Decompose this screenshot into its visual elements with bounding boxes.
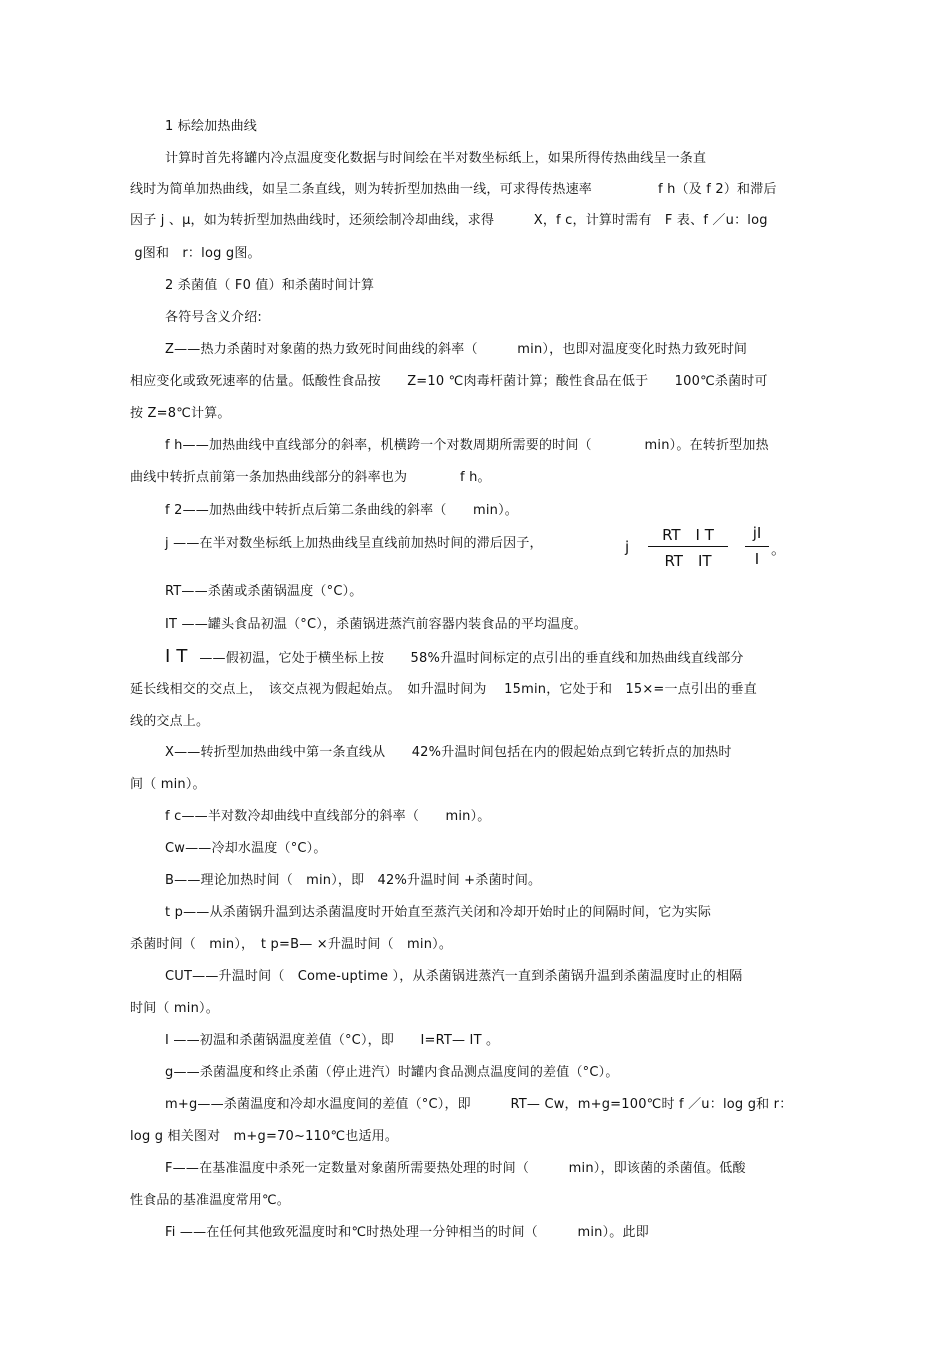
formula-denominator-1: RT IT: [664, 552, 712, 570]
text-line: f 2——加热曲线中转折点后第二条曲线的斜率（ min）。: [165, 503, 518, 518]
text-line: log g 相关图对 m+g=70~110℃也适用。: [130, 1129, 399, 1144]
text-line: 2 杀菌值（ F0 值）和杀菌时间计算: [165, 278, 375, 293]
text-line: 时间（ min）。: [130, 1001, 219, 1016]
fraction-bar-1: [648, 546, 728, 547]
text-line: t p——从杀菌锅升温到达杀菌温度时开始直至蒸汽关闭和冷却开始时止的间隔时间，它为实际: [165, 905, 712, 920]
text-line: 间（ min）。: [130, 777, 206, 792]
fraction-bar-2: [745, 546, 769, 547]
text-line: g——杀菌温度和终止杀菌（停止进汽）时罐内食品测点温度间的差值（°C）。: [165, 1065, 619, 1080]
text-line: Cw——冷却水温度（°C）。: [165, 841, 327, 856]
text-line: 杀菌时间（ min）， t p=B— ×升温时间（ min）。: [130, 937, 453, 952]
text-line: 线的交点上。: [130, 714, 210, 729]
text-line: 按 Z=8℃计算。: [130, 406, 231, 421]
text-line: Fi ——在任何其他致死温度时和℃时热处理一分钟相当的时间（ min）。此即: [165, 1225, 649, 1240]
formula-numerator-2: jI: [752, 524, 762, 542]
text-line: B——理论加热时间（ min），即 42%升温时间 +杀菌时间。: [165, 873, 542, 888]
text-line: g图和 r：log g图。: [130, 246, 261, 261]
text-line: j ——在半对数坐标纸上加热曲线呈直线前加热时间的滞后因子，: [165, 536, 543, 551]
formula-numerator-1: RT I T: [662, 526, 714, 544]
text-line: IT ——罐头食品初温（°C），杀菌锅进蒸汽前容器内装食品的平均温度。: [165, 617, 587, 632]
text-line: 计算时首先将罐内冷点温度变化数据与时间绘在半对数坐标纸上，如果所得传热曲线呈一条直: [165, 151, 707, 166]
formula-denominator-2: I: [754, 550, 760, 568]
text-line: X——转折型加热曲线中第一条直线从 42%升温时间包括在内的假起始点到它转折点的加热时: [165, 745, 732, 760]
text-line: 相应变化或致死速率的估量。低酸性食品按 Z=10 ℃肉毒杆菌计算；酸性食品在低于 100℃杀菌时可: [130, 374, 768, 389]
formula-end: 。: [771, 540, 787, 558]
text-line: 性食品的基准温度常用℃。: [130, 1193, 290, 1208]
text-line: ——假初温，它处于横坐标上按 58%升温时间标定的点引出的垂直线和加热曲线直线部分: [195, 651, 744, 666]
text-line: F——在基准温度中杀死一定数量对象菌所需要热处理的时间（ min），即该菌的杀菌值。低酸: [165, 1161, 746, 1176]
text-line: f c——半对数冷却曲线中直线部分的斜率（ min）。: [165, 809, 491, 824]
text-line: 线时为简单加热曲线，如呈二条直线，则为转折型加热曲一线，可求得传热速率 f h（及 f 2）和滞后: [130, 182, 777, 197]
text-line: RT——杀菌或杀菌锅温度（°C）。: [165, 584, 363, 599]
text-line: f h——加热曲线中直线部分的斜率，机横跨一个对数周期所需要的时间（ min）。在转折型加热: [165, 438, 769, 453]
text-line: 各符号含义介绍:: [165, 310, 262, 325]
text-line: I T: [165, 646, 188, 667]
text-line: 因子 j 、μ，如为转折型加热曲线时，还须绘制冷却曲线，求得 X，f c，计算时需有 F 表、f ／u：log: [130, 213, 768, 228]
text-line: 1 标绘加热曲线: [165, 119, 258, 134]
text-line: 延长线相交的交点上， 该交点视为假起始点。 如升温时间为 15min，它处于和 15×=一点引出的垂直: [130, 682, 757, 697]
text-line: m+g——杀菌温度和冷却水温度间的差值（°C），即 RT— Cw，m+g=100℃时 f ／u：log g和 r：: [165, 1097, 793, 1112]
text-line: Z——热力杀菌时对象菌的热力致死时间曲线的斜率（ min），也即对温度变化时热力致死时间: [165, 342, 748, 357]
text-line: I ——初温和杀菌锅温度差值（°C），即 I=RT— IT 。: [165, 1033, 500, 1048]
text-line: CUT——升温时间（ Come-uptime ），从杀菌锅进蒸汽一直到杀菌锅升温到杀菌温度时止的相隔: [165, 969, 743, 984]
text-line: 曲线中转折点前第一条加热曲线部分的斜率也为 f h。: [130, 470, 491, 485]
formula-j-symbol: j: [625, 538, 630, 556]
